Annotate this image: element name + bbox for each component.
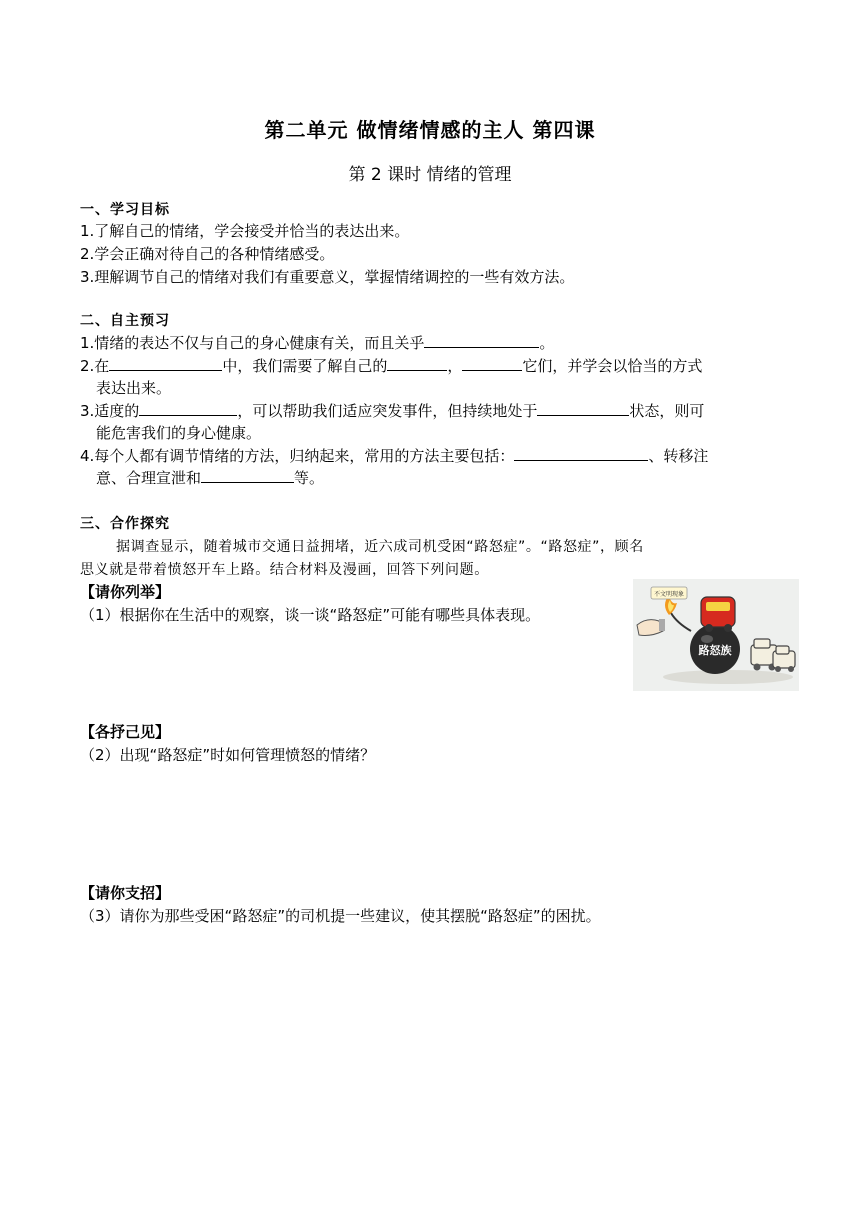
- explore-question-3: （3）请你为那些受困“路怒症”的司机提一些建议，使其摆脱“路怒症”的困扰。: [80, 907, 601, 925]
- explore-question-1: （1）根据你在生活中的观察，谈一谈“路怒症”可能有哪些具体表现。: [80, 606, 541, 624]
- question-text: 中，我们需要了解自己的: [222, 357, 388, 375]
- question-text: 状态，则可: [629, 402, 705, 420]
- bomb-icon: [690, 624, 740, 674]
- red-car-icon: [701, 597, 735, 632]
- question-text: 4.每个人都有调节情绪的方法，归纳起来，常用的方法主要包括：: [80, 447, 515, 465]
- question-text: 2.在: [80, 357, 110, 375]
- answer-blank[interactable]: [109, 356, 222, 371]
- answer-blank[interactable]: [387, 356, 447, 371]
- question-text: 等。: [294, 469, 325, 487]
- bomb-label: 路怒族: [698, 644, 732, 657]
- question-text: 3.适度的: [80, 402, 140, 420]
- preview-question-4: [80, 445, 708, 466]
- preview-question-3-cont: 能危害我们的身心健康。: [96, 424, 262, 442]
- tag-list: 【请你列举】: [80, 583, 171, 601]
- question-text: ，: [447, 357, 463, 375]
- page-subtitle: 第 2 课时 情绪的管理: [348, 165, 512, 185]
- question-text: ，可以帮助我们适应突发事件，但持续地处于: [237, 402, 538, 420]
- objective-item: 1.了解自己的情绪，学会接受并恰当的表达出来。: [80, 222, 410, 240]
- answer-blank[interactable]: [424, 333, 539, 348]
- preview-question-2: [80, 355, 702, 376]
- road-rage-comic-image: [633, 579, 799, 691]
- answer-blank[interactable]: [139, 401, 237, 416]
- sign-label: 不文明现象: [653, 591, 685, 598]
- question-text: 1.情绪的表达不仅与自己的身心健康有关，而且关乎: [80, 334, 425, 352]
- objective-item: 2.学会正确对待自己的各种情绪感受。: [80, 245, 335, 263]
- tag-opinion: 【各抒己见】: [80, 723, 171, 741]
- question-text: 意、合理宣泄和: [96, 469, 202, 487]
- explore-question-2: （2）出现“路怒症”时如何管理愤怒的情绪？: [80, 746, 376, 764]
- objective-item: 3.理解调节自己的情绪对我们有重要意义，掌握情绪调控的一些有效方法。: [80, 268, 575, 286]
- preview-question-2-cont: 表达出来。: [96, 379, 172, 397]
- answer-blank[interactable]: [537, 401, 629, 416]
- question-text: 。: [539, 334, 555, 352]
- section-heading-explore: 三、合作探究: [80, 516, 170, 532]
- answer-blank[interactable]: [462, 356, 522, 371]
- preview-question-3: [80, 400, 704, 421]
- material-paragraph: 据调查显示，随着城市交通日益拥堵，近六成司机受困“路怒症”。“路怒症”，顾名: [116, 539, 644, 555]
- preview-question-1: [80, 332, 554, 353]
- section-heading-objectives: 一、学习目标: [80, 202, 170, 218]
- tag-advice: 【请你支招】: [80, 884, 171, 902]
- preview-question-4-cont: [96, 467, 324, 488]
- question-text: 、转移注: [648, 447, 709, 465]
- material-paragraph: 思义就是带着愤怒开车上路。结合材料及漫画，回答下列问题。: [80, 562, 489, 578]
- answer-blank[interactable]: [514, 446, 648, 461]
- question-text: 它们，并学会以恰当的方式: [522, 357, 703, 375]
- section-heading-preview: 二、自主预习: [80, 313, 170, 329]
- page-title: 第二单元 做情绪情感的主人 第四课: [264, 118, 596, 142]
- answer-blank[interactable]: [201, 468, 294, 483]
- sign-icon: [651, 587, 687, 599]
